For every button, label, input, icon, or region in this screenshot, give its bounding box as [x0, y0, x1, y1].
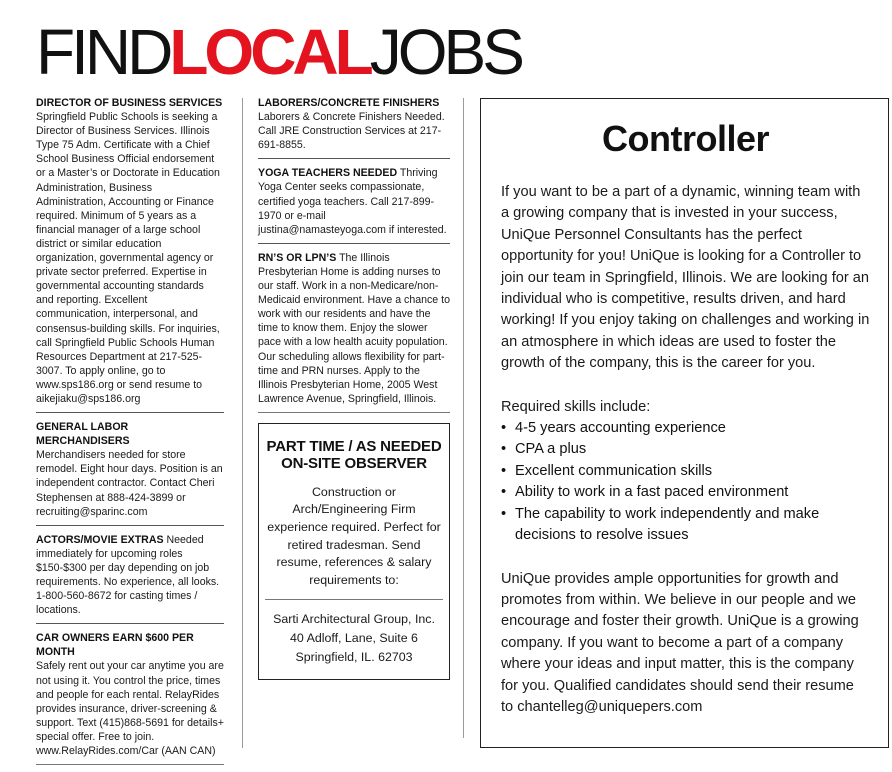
classifieds-column-2 — [258, 96, 450, 680]
box-title-line2: ON-SITE OBSERVER — [281, 454, 427, 472]
job-ad-yoga — [258, 166, 450, 243]
box-title-line1: PART TIME / AS NEEDED — [266, 437, 442, 455]
job-ad-merchandisers — [36, 420, 224, 526]
ad-body: Laborers & Concrete Finishers Needed. Call JRE Construction Services at 217-691-8855. — [258, 111, 445, 152]
ad-body: Springfield Public Schools is seeking a Director of Business Services. Illinois Type 75 Adm. Certificate with a Chief School Business Official endorsement or a Master’s or Doctorate in Education Administration, Business Administration, Accounting or Finance required. Minimum of 5 years as a financial manager of a large school district or similar education organization, governmental agency or private sector preferred. Expertise in governmental accounting standards and reporting. Excellent communication, interpersonal, and consensus-building skills. For inquiries, call Springfield Public Schools Human Resources Department at 217-525-3007. To apply online, go to www.sps186.org or send resume to aikejiaku@sps186.org — [36, 111, 220, 405]
column-divider — [242, 98, 243, 748]
skill-item: • 4-5 years accounting experience — [501, 418, 870, 439]
box-address-line1: Sarti Architectural Group, Inc. — [273, 612, 435, 627]
skill-item: • The capability to work independently and make decisions to resolve issues — [501, 504, 870, 547]
ad-body: Safely rent out your car anytime you are not using it. You control the price, times and people for each rental. RelayRides provides insurance, driver-screening & support. Text (415)868-5691 for details+ special offer. Free to join. www.RelayRides.com/Car (AAN CAN) — [36, 660, 224, 758]
job-ad-director — [36, 96, 224, 413]
ad-heading: ACTORS/MOVIE EXTRAS — [36, 533, 164, 546]
ad-heading: DIRECTOR OF BUSINESS SERVICES — [36, 97, 223, 109]
box-divider — [265, 599, 443, 600]
feature-closing: UniQue provides ample opportunities for growth and promotes from within. We believe in our people and we encourage and foster their growth. UniQue is a growing company. If you want to become a part of a company where your ideas and input matter, this is the company for you. Qualified candidates should send their resume to chantelleg@uniquepers.com — [501, 570, 859, 715]
feature-intro: If you want to be a part of a dynamic, winning team with a growing company that is invested in your success, UniQue Personnel Consultants has the perfect opportunity for you! UniQue is looking for a Controller to join our team in Springfield, Illinois. We are looking for an individual who is competitive, results driven, and hard working! If you enjoy taking on challenges and working in an atmosphere in which ideas are used to foster the growth of the company, this is the career for you. — [501, 184, 870, 372]
box-body: Construction or Arch/Engineering Firm experience required. Perfect for retired tradesman. Send resume, references & salary requirements to: — [267, 484, 441, 587]
title-jobs: JOBS — [369, 16, 521, 88]
ad-body: Needed immediately for upcoming roles $150-$300 per day depending on job requirements. No experience, all looks. 1-800-560-8672 for casting times / locations. — [36, 533, 220, 617]
skills-heading: Required skills include: — [501, 398, 651, 415]
skill-item: • Excellent communication skills — [501, 461, 870, 482]
job-ad-nurses — [258, 251, 450, 413]
ad-heading: YOGA TEACHERS NEEDED — [258, 167, 398, 180]
feature-title: Controller — [601, 118, 769, 159]
skills-list — [501, 418, 870, 546]
job-ad-actors — [36, 533, 224, 625]
ad-body: Thriving Yoga Center seeks compassionate, certified yoga teachers. Call 217-899-1970 or e-mail justina@namasteyoga.com if interested. — [258, 167, 447, 236]
title-find: FIND — [36, 16, 170, 88]
job-ad-car-owners — [36, 631, 224, 765]
page-title — [36, 14, 521, 90]
ad-heading: GENERAL LABOR MERCHANDISERS — [36, 421, 130, 448]
job-ad-observer-box — [258, 423, 450, 681]
ad-heading: CAR OWNERS EARN $600 PER MONTH — [36, 632, 194, 659]
ad-body: Merchandisers needed for store remodel. Eight hour days. Position is an independent contractor. Contact Cheri Stephensen at 888-424-3899 or recruiting@sparinc.com — [36, 449, 223, 518]
ad-heading: RN’S OR LPN’S — [258, 251, 337, 264]
job-ad-laborers — [258, 96, 450, 159]
classifieds-column-1 — [36, 96, 224, 772]
box-address-line3: Springfield, IL. 62703 — [295, 650, 413, 665]
title-local: LOCAL — [169, 16, 370, 88]
ad-body: The Illinois Presbyterian Home is adding nurses to our staff. Work in a non-Medicare/non-Medicaid environment. Have a chance to work with our residents and have the time to know them. Enjoy the slower pace with a low health acuity population. Our scheduling allows flexibility for part-time and PRN nurses. Apply to the Illinois Presbyterian Home, 2005 West Lawrence Avenue, Springfield, Illinois. — [258, 251, 450, 405]
controller-feature-ad — [480, 98, 889, 748]
skill-item: • CPA a plus — [501, 439, 870, 460]
box-address-line2: 40 Adloff, Lane, Suite 6 — [290, 631, 418, 646]
ad-heading: LABORERS/CONCRETE FINISHERS — [258, 97, 440, 109]
skill-item: • Ability to work in a fast paced environment — [501, 482, 870, 503]
column-divider — [463, 98, 464, 738]
